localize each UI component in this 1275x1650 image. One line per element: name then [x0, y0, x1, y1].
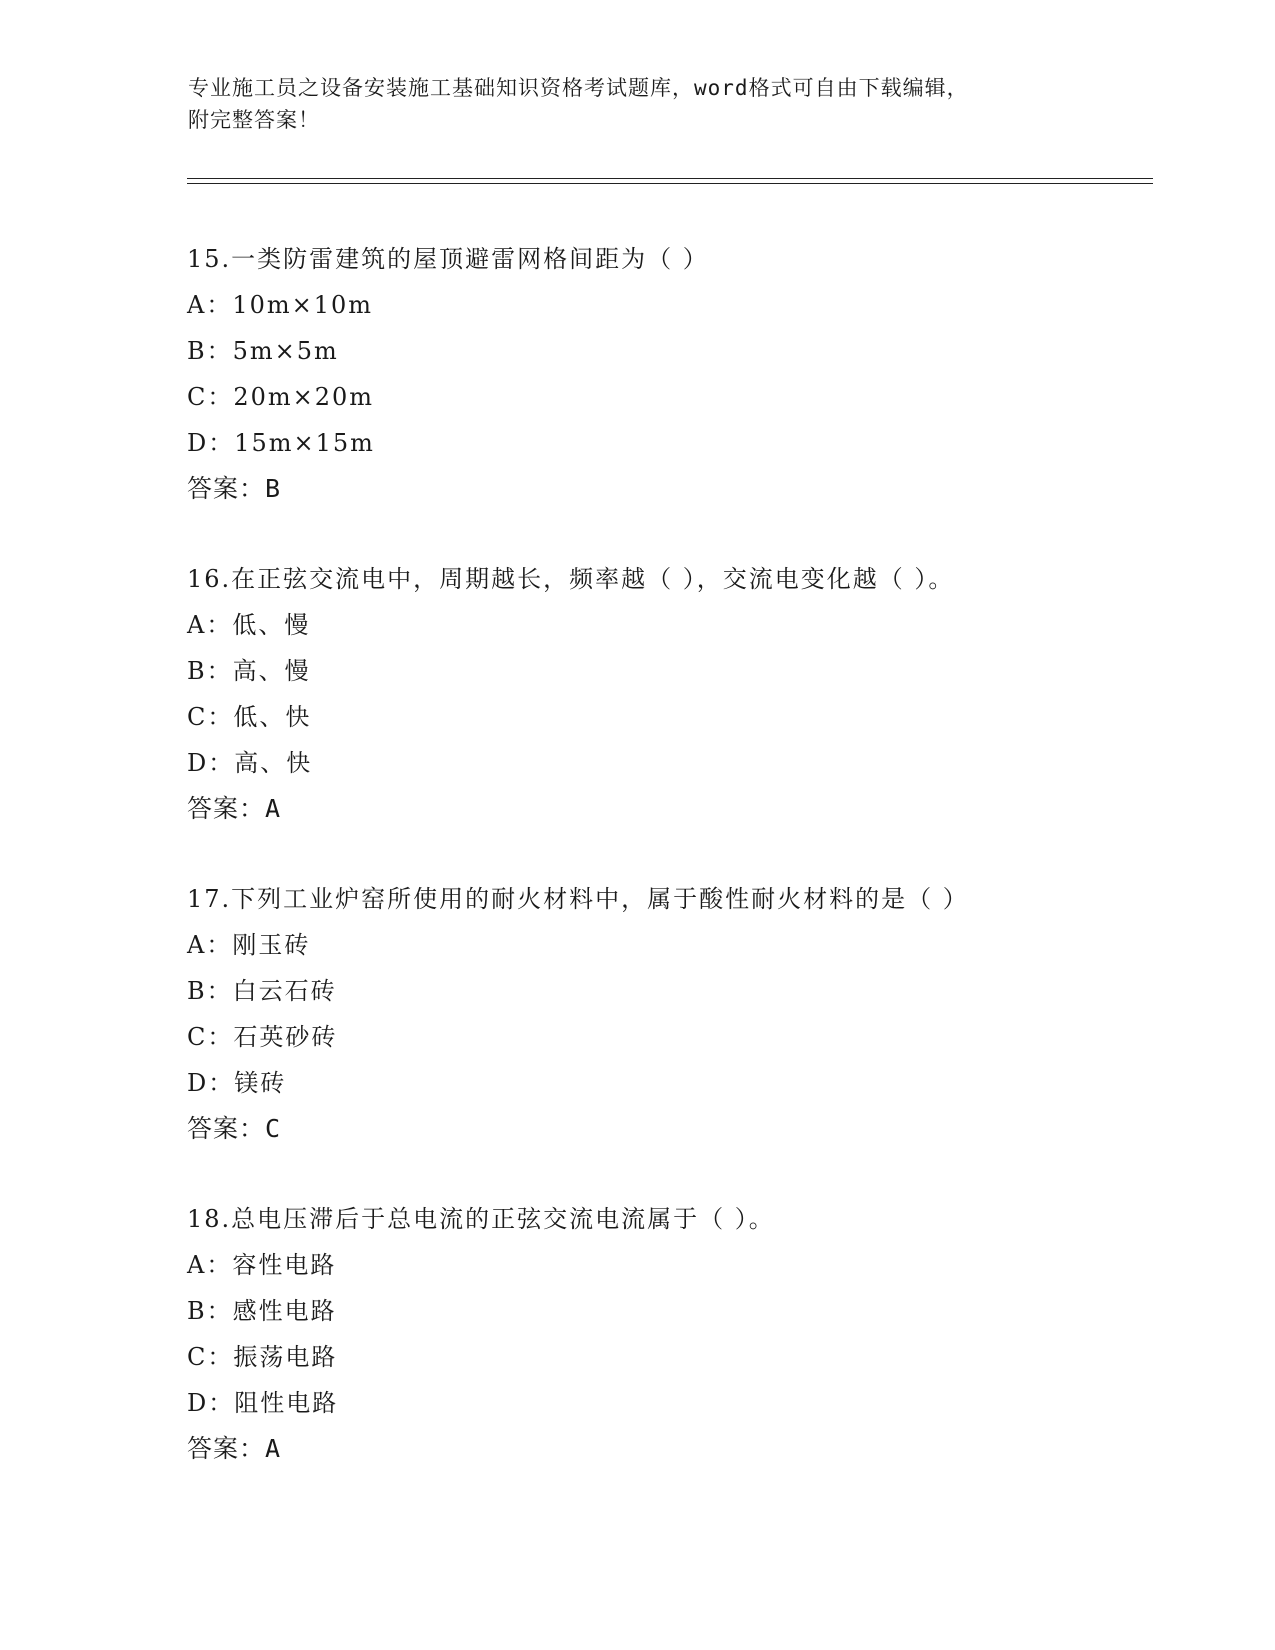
header-line-1: 专业施工员之设备安装施工基础知识资格考试题库，word格式可自由下载编辑， — [188, 76, 969, 100]
option-c: C：振荡电路 — [187, 1343, 338, 1371]
option-b: B：白云石砖 — [187, 977, 337, 1005]
answer-line — [187, 1426, 1167, 1472]
question-15 — [187, 236, 1167, 556]
question-stem: 18.总电压滞后于总电流的正弦交流电流属于（ ）。 — [187, 1205, 775, 1233]
option-b: B：感性电路 — [187, 1297, 337, 1325]
answer-value: B — [265, 474, 282, 503]
document-header — [188, 72, 1088, 136]
option-a: A：容性电路 — [187, 1251, 337, 1279]
option-b: B：高、慢 — [187, 657, 311, 685]
answer-label: 答案： — [187, 1114, 266, 1143]
header-divider-bottom — [187, 183, 1153, 184]
question-16 — [187, 556, 1167, 876]
option-b: B：5m×5m — [187, 337, 339, 365]
header-divider-top — [187, 178, 1153, 179]
question-stem: 16.在正弦交流电中，周期越长，频率越（ ），交流电变化越（ ）。 — [187, 565, 955, 593]
question-list — [187, 236, 1167, 1516]
question-17 — [187, 876, 1167, 1196]
question-stem: 17.下列工业炉窑所使用的耐火材料中，属于酸性耐火材料的是（ ） — [187, 885, 969, 913]
option-d: D：阻性电路 — [187, 1389, 339, 1417]
answer-value: A — [265, 794, 282, 823]
option-c: C：石英砂砖 — [187, 1023, 338, 1051]
question-stem: 15.一类防雷建筑的屋顶避雷网格间距为（ ） — [187, 245, 709, 273]
option-d: D：高、快 — [187, 749, 313, 777]
option-a: A：刚玉砖 — [187, 931, 311, 959]
option-c: C：低、快 — [187, 703, 312, 731]
answer-line — [187, 786, 1167, 832]
option-a: A：10m×10m — [187, 291, 374, 319]
question-18 — [187, 1196, 1167, 1516]
answer-label: 答案： — [187, 794, 266, 823]
answer-line — [187, 466, 1167, 512]
answer-label: 答案： — [187, 1434, 266, 1463]
option-a: A：低、慢 — [187, 611, 311, 639]
answer-line — [187, 1106, 1167, 1152]
answer-label: 答案： — [187, 474, 266, 503]
header-line-2: 附完整答案！ — [188, 108, 320, 132]
option-c: C：20m×20m — [187, 383, 375, 411]
option-d: D：镁砖 — [187, 1069, 287, 1097]
option-d: D：15m×15m — [187, 429, 375, 457]
answer-value: A — [265, 1434, 282, 1463]
answer-value: C — [265, 1114, 282, 1143]
